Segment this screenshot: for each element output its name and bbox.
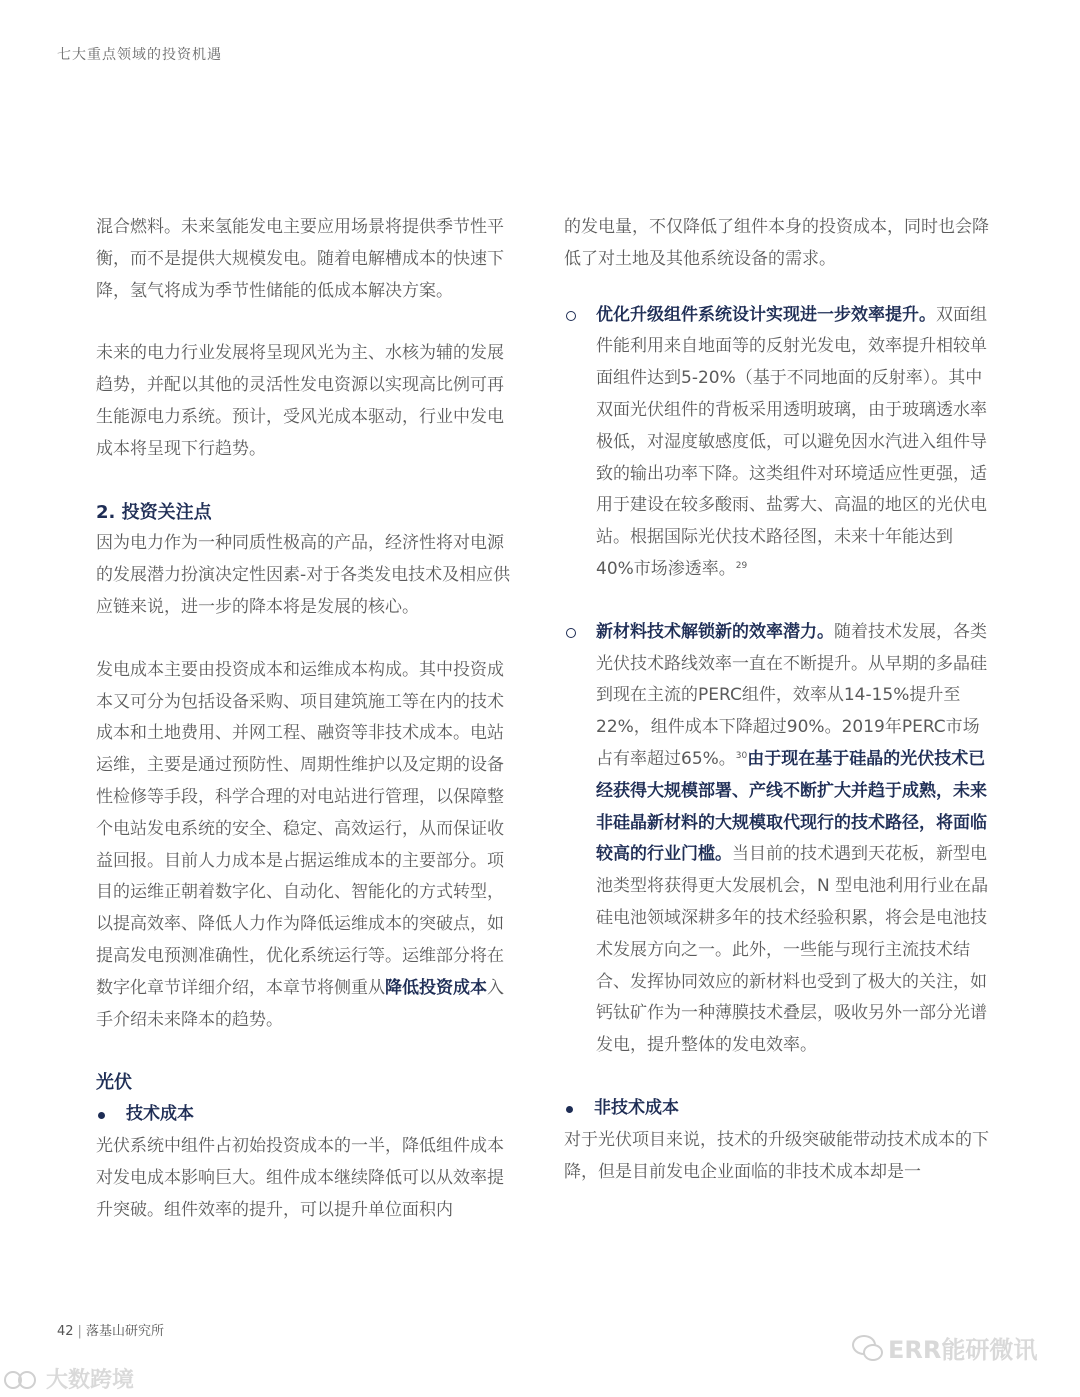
running-header: 七大重点领域的投资机遇 — [57, 47, 222, 63]
bullet-label: 非技术成本 — [594, 1097, 679, 1118]
sub-item-body: 当目前的技术遇到天花板，新型电池类型将获得更大发展机会，N 型电池利用行业在晶硅电池领域深耕多年的技术经验积累，将会是电池技术发展方向之一。此外，一些能与现行主流技术结合、发挥协同效应的新材料也受到了极大的关注，如钙钛矿作为一种薄膜技术叠层，吸收另外一部分光谱发电，提升整体的发电效率。 — [596, 844, 989, 1056]
sub-item-text — [596, 300, 989, 586]
watermark-left — [4, 1363, 134, 1394]
bold-phrase: 由于现在基于硅晶的光伏技术已经获得大规模部署、产线不断扩大并趋于成熟，未来非硅晶新材料的大规模取代现行的技术路径，将面临较高的行业门槛。 — [596, 748, 987, 865]
sub-item-text — [596, 617, 989, 1062]
wechat-icon — [852, 1335, 882, 1361]
watermark-right — [852, 1330, 1037, 1365]
paragraph: 对于光伏项目来说，技术的升级突破能带动技术成本的下降，但是目前发电企业面临的非技术成本却是一 — [564, 1129, 989, 1182]
logo-icon — [4, 1368, 40, 1390]
sub-item — [564, 617, 989, 1062]
text-run: 发电成本主要由投资成本和运维成本构成。其中投资成本又可分为包括设备采购、项目建筑施工等在内的技术成本和土地费用、并网工程、融资等非技术成本。电站运维，主要是通过预防性、周期性维护以及定期的设备性检修等手段，科学合理的对电站进行管理，以保障整个电站发电系统的安全、稳定、高效运行，从而保证收益回报。目前人力成本是占据运维成本的主要部分。项目的运维正朝着数字化、自动化、智能化的方式转型，以提高效率、降低人力作为降低运维成本的突破点，如提高发电预测准确性，优化系统运行等。运维部分将在数字化章节详细介绍，本章节将侧重从 — [96, 659, 504, 998]
page-footer — [57, 1320, 164, 1339]
text-run: 入手介绍未来降本的趋势。 — [96, 977, 504, 1030]
bullet-heading — [564, 1093, 989, 1125]
paragraph: 未来的电力行业发展将呈现风光为主、水核为辅的发展趋势，并配以其他的灵活性发电资源以实现高比例可再生能源电力系统。预计，受风光成本驱动，行业中发电成本将呈现下行趋势。 — [96, 343, 504, 459]
ring-bullet-icon — [566, 311, 576, 321]
bullet-dot-icon — [98, 1112, 105, 1119]
ring-bullet-icon — [566, 628, 576, 638]
paragraph: 混合燃料。未来氢能发电主要应用场景将提供季节性平衡，而不是提供大规模发电。随着电解槽成本的快速下降，氢气将成为季节性储能的低成本解决方案。 — [96, 217, 504, 301]
footer-org: 落基山研究所 — [85, 1324, 164, 1339]
paragraph — [96, 655, 516, 1037]
watermark-text: 大数跨境 — [46, 1368, 135, 1393]
bullet-label: 技术成本 — [126, 1104, 194, 1125]
footnote-ref: 29 — [735, 560, 748, 571]
watermark-text: ERR能研微讯 — [888, 1336, 1038, 1364]
right-column — [564, 212, 989, 1188]
subsection-heading: 光伏 — [96, 1072, 132, 1094]
footer-separator: | — [77, 1324, 82, 1339]
footnote-ref: 30 — [735, 750, 748, 761]
sub-item-body: 随着技术发展，各类光伏技术路线效率一直在不断提升。从早期的多晶硅到现在主流的PERC组件，效率从14-15%提升至22%，组件成本下降超过90%。2019年PERC市场占有率超过65%。 — [596, 621, 987, 769]
sub-item — [564, 300, 989, 586]
paragraph: 的发电量，不仅降低了组件本身的投资成本，同时也会降低了对土地及其他系统设备的需求。 — [564, 217, 989, 269]
bullet-heading — [96, 1099, 516, 1131]
paragraph: 光伏系统中组件占初始投资成本的一半，降低组件成本对发电成本影响巨大。组件成本继续降低可以从效率提升突破。组件效率的提升，可以提升单位面积内 — [96, 1135, 504, 1220]
bold-phrase: 降低投资成本 — [385, 977, 487, 998]
sub-item-title: 优化升级组件系统设计实现进一步效率提升。 — [596, 304, 936, 325]
bullet-dot-icon — [566, 1106, 573, 1113]
sub-item-body: 双面组件能利用来自地面等的反射光发电，效率提升相较单面组件达到5-20%（基于不同地面的反射率）。其中双面光伏组件的背板采用透明玻璃，由于玻璃透水率极低，对湿度敏感度低，可以避免因水汽进入组件导致的输出功率下降。这类组件对环境适应性更强，适用于建设在较多酸雨、盐雾大、高温的地区的光伏电站。根据国际光伏技术路径图，未来十年能达到40%市场渗透率。 — [596, 304, 987, 579]
page-number: 42 — [57, 1324, 74, 1339]
sub-item-title: 新材料技术解锁新的效率潜力。 — [596, 621, 834, 642]
left-column — [96, 212, 516, 1226]
section-heading: 2. 投资关注点 — [96, 501, 212, 523]
paragraph: 因为电力作为一种同质性极高的产品，经济性将对电源的发展潜力扮演决定性因素-对于各类发电技术及相应供应链来说，进一步的降本将是发展的核心。 — [96, 533, 511, 617]
